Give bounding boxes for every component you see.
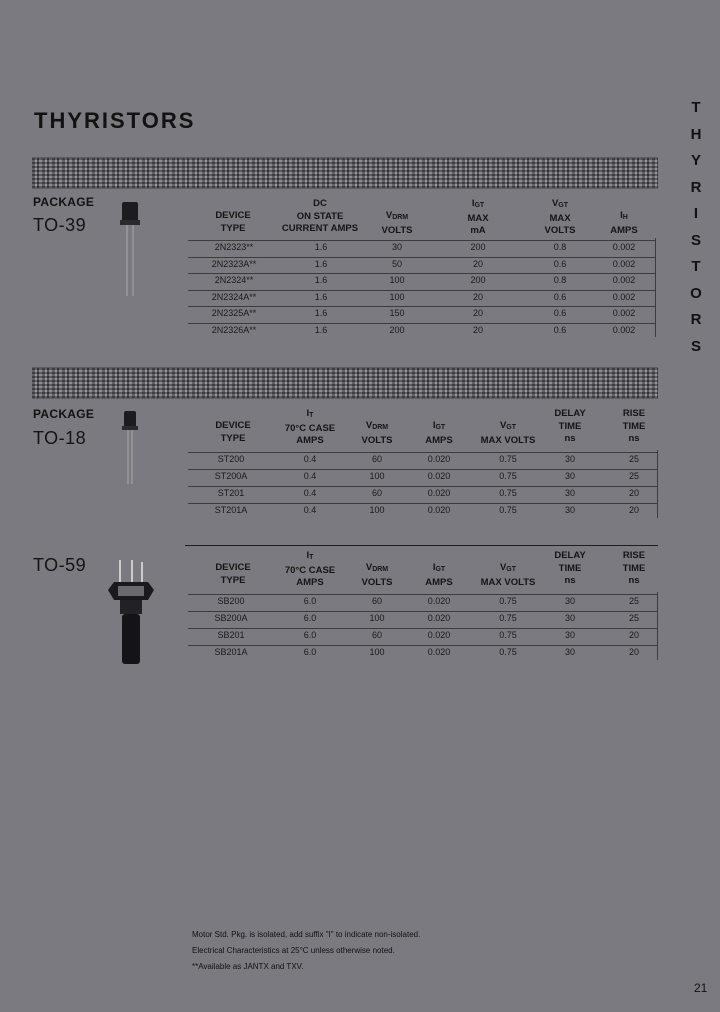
table-cell: 30 <box>564 505 575 515</box>
table-cell: 25 <box>628 454 639 464</box>
table-cell: 0.002 <box>612 291 636 302</box>
table-cell: 0.6 <box>553 324 567 335</box>
section-divider-band <box>32 157 658 189</box>
side-title-letter: R <box>690 311 702 328</box>
package-name-to18: TO-18 <box>33 428 87 448</box>
table-cell: 200 <box>470 242 486 252</box>
table-cell: 60 <box>371 454 382 464</box>
table-cell: 0.020 <box>427 471 451 481</box>
table-edge-line <box>657 592 658 660</box>
table-edge-line <box>657 450 658 518</box>
table-cell: 2N2326A** <box>211 324 257 335</box>
table-cell: 6.0 <box>303 630 317 640</box>
table-cell: 50 <box>391 258 402 269</box>
table-edge-line <box>655 238 656 337</box>
side-title-letter: S <box>690 337 701 355</box>
table-cell: 0.6 <box>553 258 567 269</box>
table-cell: 2N2324** <box>214 275 254 285</box>
table-cell: 200 <box>389 324 405 335</box>
table-cell: 0.020 <box>427 454 451 464</box>
table-cell: 0.75 <box>499 471 517 481</box>
table-cell: 0.002 <box>612 324 636 335</box>
table-cell: 150 <box>389 308 405 318</box>
table-cell: 0.4 <box>303 454 317 464</box>
table-cell: 0.020 <box>427 613 451 623</box>
table-cell: SB200A <box>214 613 248 623</box>
side-title-letter: T <box>691 99 701 116</box>
table-cell: 6.0 <box>303 647 317 657</box>
table-cell: 30 <box>564 454 575 464</box>
table-cell: 0.8 <box>553 242 567 252</box>
side-title-letter: S <box>690 231 701 249</box>
table-cell: 1.6 <box>314 275 328 285</box>
table-cell: 20 <box>472 308 483 318</box>
table-row-divider <box>188 257 655 258</box>
header-it: IT 70°C CASE AMPS <box>284 408 336 446</box>
table-row-divider <box>188 628 657 629</box>
table-cell: 6.0 <box>303 613 317 623</box>
table-row-divider <box>188 306 655 307</box>
table-cell: 2N2323** <box>214 242 254 252</box>
side-title <box>684 95 708 360</box>
table-cell: 0.75 <box>499 488 517 498</box>
table-cell: 0.75 <box>499 647 517 657</box>
page-number: 21 <box>694 981 708 995</box>
table-cell: ST200A <box>214 471 248 481</box>
table-cell: 20 <box>628 647 639 657</box>
table-row-divider <box>188 240 655 241</box>
table-cell: 1.6 <box>314 242 328 252</box>
table-cell: 0.4 <box>303 505 317 515</box>
table-cell: ST201A <box>214 505 248 515</box>
table-cell: ST200 <box>217 454 245 464</box>
table-cell: 0.002 <box>612 275 636 285</box>
side-title-letter: R <box>690 178 702 196</box>
table-cell: 25 <box>628 613 639 623</box>
table-row-divider <box>188 503 657 504</box>
header-dc-on-state: DC ON STATE CURRENT AMPS <box>281 198 359 234</box>
table-cell: 30 <box>564 630 575 640</box>
header-it: IT 70°C CASE AMPS <box>284 550 336 588</box>
table-cell: 1.6 <box>314 308 328 318</box>
header-device-type: DEVICE TYPE <box>215 420 251 444</box>
table-cell: 0.75 <box>499 630 517 640</box>
table-row-divider <box>188 469 657 470</box>
header-device-type: DEVICE TYPE <box>215 210 251 234</box>
table-cell: 0.020 <box>427 488 451 498</box>
table-cell: 0.75 <box>499 596 517 606</box>
table-cell: 30 <box>564 596 575 606</box>
header-device-type: DEVICE TYPE <box>215 562 251 586</box>
header-ih: IH AMPS <box>610 210 638 236</box>
table-row-divider <box>188 273 655 274</box>
table-cell: 100 <box>389 275 405 285</box>
table-cell: 0.75 <box>499 454 517 464</box>
table-cell: 100 <box>369 613 385 623</box>
table-cell: 2N2323A** <box>211 258 257 269</box>
header-vdrm: VDRM VOLTS <box>361 420 393 446</box>
table-cell: SB201 <box>217 630 245 640</box>
table-cell: 0.8 <box>553 275 567 285</box>
header-rise-time: RISE TIME ns <box>622 408 646 444</box>
header-delay-time: DELAY TIME ns <box>554 550 586 586</box>
table-cell: 25 <box>628 471 639 481</box>
table-cell: 0.6 <box>553 291 567 302</box>
table-cell: 0.75 <box>499 505 517 515</box>
footnote: Motor Std. Pkg. is isolated, add suffix "I" to indicate non-isolated. <box>192 930 421 939</box>
table-cell: 100 <box>389 291 405 302</box>
table-cell: 30 <box>564 647 575 657</box>
table-row-divider <box>188 594 657 595</box>
side-title-letter: H <box>690 125 702 143</box>
header-igt: IGT MAX mA <box>467 198 489 236</box>
table-cell: 100 <box>369 647 385 657</box>
to59-package-image <box>104 556 158 668</box>
table-cell: 20 <box>628 488 639 498</box>
table-cell: 0.4 <box>303 488 317 498</box>
table-cell: 0.002 <box>612 258 636 269</box>
table-cell: 0.020 <box>427 630 451 640</box>
table-cell: 20 <box>472 324 483 335</box>
table-cell: 30 <box>391 242 402 252</box>
table-cell: 100 <box>369 505 385 515</box>
package-name-to39: TO-39 <box>33 215 87 235</box>
table-cell: 0.6 <box>553 308 567 318</box>
header-delay-time: DELAY TIME ns <box>554 408 586 444</box>
table-cell: 25 <box>628 596 639 606</box>
footnote: **Available as JANTX and TXV. <box>192 962 304 971</box>
table-cell: 20 <box>628 505 639 515</box>
table-cell: 6.0 <box>303 596 317 606</box>
package-label: PACKAGE <box>33 407 95 421</box>
table-cell: 1.6 <box>314 291 328 302</box>
table-row-divider <box>188 452 657 453</box>
table-cell: 30 <box>564 613 575 623</box>
table-cell: 20 <box>628 630 639 640</box>
table-row-divider <box>188 290 655 291</box>
table-cell: 0.4 <box>303 471 317 481</box>
header-vgt: VGT MAX VOLTS <box>480 562 536 588</box>
header-rise-time: RISE TIME ns <box>622 550 646 586</box>
table-cell: 30 <box>564 471 575 481</box>
header-vdrm: VDRM VOLTS <box>361 562 393 588</box>
side-title-letter: I <box>693 205 699 222</box>
side-title-letter: O <box>690 284 702 302</box>
table-cell: 0.020 <box>427 647 451 657</box>
table-cell: 0.002 <box>612 308 636 318</box>
to18-package-image <box>120 408 140 488</box>
table-cell: 0.75 <box>499 613 517 623</box>
table-cell: 2N2325A** <box>211 308 257 318</box>
table-row-divider <box>188 323 655 324</box>
header-vgt: VGT MAX VOLTS <box>480 420 536 446</box>
package-name-to59: TO-59 <box>33 555 87 575</box>
table-cell: 200 <box>470 275 486 285</box>
header-igt: IGT AMPS <box>425 420 453 446</box>
side-title-letter: T <box>691 258 701 275</box>
table-row-divider <box>188 611 657 612</box>
header-igt: IGT AMPS <box>425 562 453 588</box>
table-cell: 0.020 <box>427 505 451 515</box>
table-cell: 60 <box>371 596 382 606</box>
table-row-divider <box>188 486 657 487</box>
table-cell: 100 <box>369 471 385 481</box>
header-vgt: VGT MAX VOLTS <box>544 198 576 236</box>
section-rule <box>185 545 658 546</box>
table-cell: 20 <box>472 291 483 302</box>
table-cell: SB201A <box>214 647 248 657</box>
table-cell: 0.020 <box>427 596 451 606</box>
page-title: THYRISTORS <box>34 108 196 133</box>
package-label: PACKAGE <box>33 195 95 209</box>
table-cell: 60 <box>371 630 382 640</box>
table-cell: 60 <box>371 488 382 498</box>
side-title-letter: Y <box>690 152 701 169</box>
table-cell: 30 <box>564 488 575 498</box>
table-cell: 1.6 <box>314 258 328 269</box>
table-cell: 2N2324A** <box>211 291 257 302</box>
header-vdrm: VDRM VOLTS <box>381 210 413 236</box>
to39-package-image <box>118 198 142 302</box>
table-cell: 20 <box>472 258 483 269</box>
table-cell: ST201 <box>217 488 245 498</box>
section-divider-band <box>32 367 658 399</box>
table-row-divider <box>188 645 657 646</box>
footnote: Electrical Characteristics at 25°C unless otherwise noted. <box>192 946 395 955</box>
table-cell: 1.6 <box>314 324 328 335</box>
table-cell: SB200 <box>217 596 245 606</box>
table-cell: 0.002 <box>612 242 636 252</box>
